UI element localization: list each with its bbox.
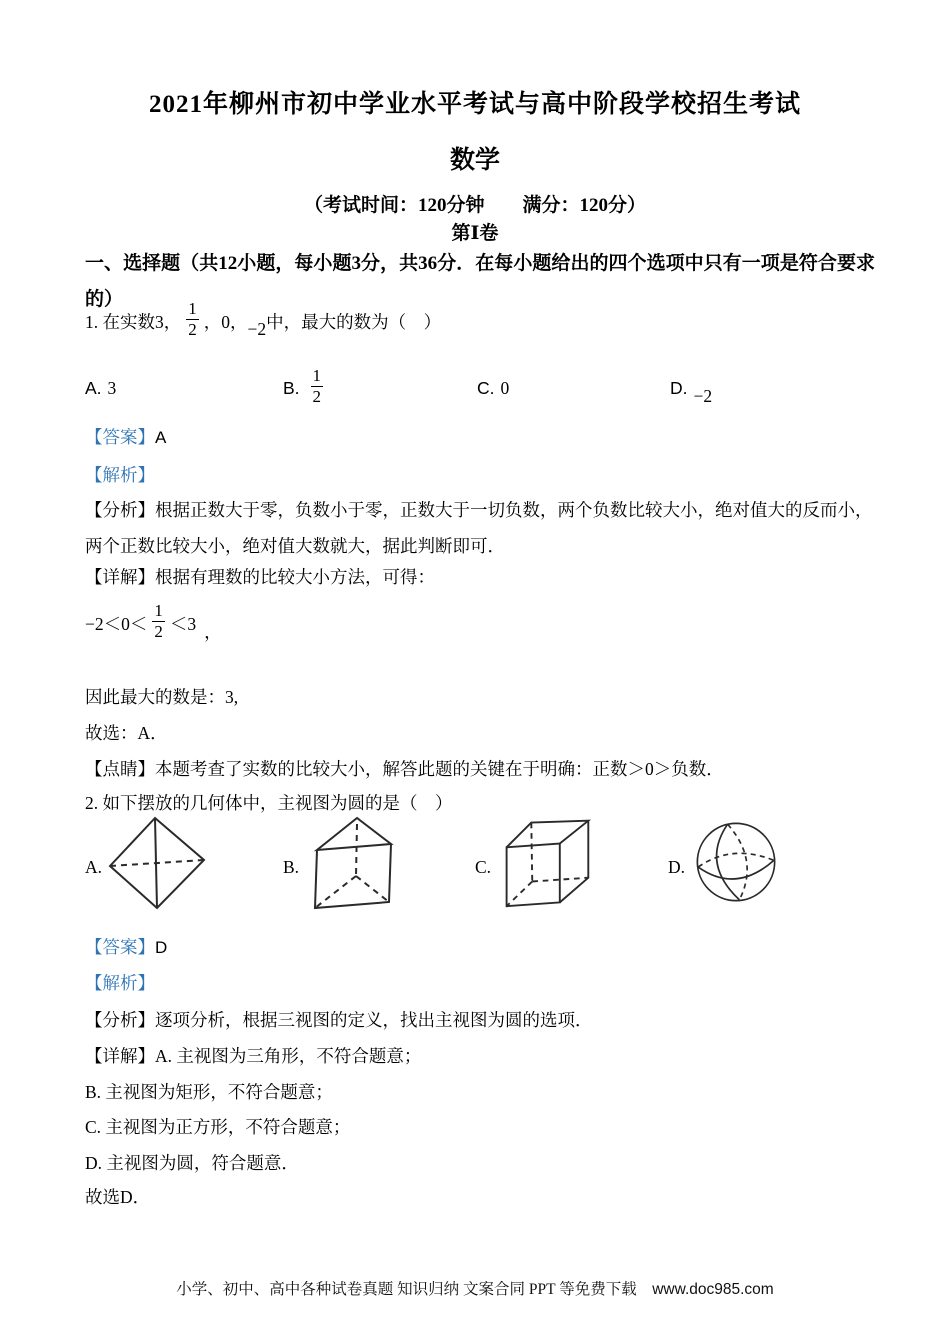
fraction-denominator: 2 [312,386,322,406]
fraction-denominator: 2 [188,319,197,339]
q1-jiexi-tag: 【解析】 [85,465,155,485]
question-1-stem [85,298,875,344]
figure-c-label: C. [475,857,492,877]
q1-stem-mid: ，0， [203,311,248,332]
question-2-stem: 2. 如下摆放的几何体中，主视图为圆的是（ ） [85,793,453,813]
question-1-options [85,358,875,418]
dianjing-tag: 【点睛】 [85,759,155,779]
q2-choose-line: 故选D． [85,1187,151,1207]
figure-a-label: A. [85,857,103,877]
q1-stem-neg2: −2 [247,318,267,339]
q1-xiangjie-text: 根据有理数的比较大小方法，可得： [155,567,435,587]
fraction-numerator: 1 [154,600,163,620]
figure-d-label: D. [668,857,686,877]
figure-option-a[interactable] [85,812,275,932]
footer-text: 小学、初中、高中各种试卷真题 知识归纳 文案合同 PPT 等免费下载 [176,1281,637,1298]
q2-detail-line-c: C. 主视图为正方形，不符合题意； [85,1117,351,1137]
option-b-label: B. [283,377,300,398]
figure-option-b[interactable] [283,812,473,932]
option-a-value: 3 [107,377,117,398]
option-a[interactable] [85,358,116,418]
cube-icon [499,815,594,910]
fraction-numerator: 1 [312,365,322,385]
option-a-label: A. [85,377,102,398]
q1-xiangjie-line [85,564,875,590]
q1-fenxi-text: 根据正数大于零，负数小于零，正数大于一切负数，两个负数比较大小，绝对值大的反而小，两个正数比较大小，绝对值大数就大，据此判断即可． [85,500,873,556]
exam-info: （考试时间：120分钟 满分：120分） [303,195,646,216]
xiangjie-tag: 【详解】 [85,1046,155,1066]
tetrahedron-icon [107,814,207,912]
option-d-label: D. [670,377,688,398]
q1-fenxi-paragraph [85,492,875,564]
q2-answer-value: D [155,938,168,957]
option-c-label: C. [477,377,495,398]
option-c[interactable] [477,358,509,418]
triangular-prism-icon [307,812,399,918]
formula-fraction [152,601,165,641]
subject-title: 数学 [449,147,500,174]
q1-stem-suffix: 中，最大的数为（ ） [266,311,442,332]
figure-option-c[interactable] [475,812,665,932]
option-b[interactable] [283,358,328,418]
q2-fenxi-text: 逐项分析，根据三视图的定义，找出主视图为圆的选项． [155,1010,593,1030]
q1-stem-fraction [186,299,199,339]
option-c-value: 0 [500,377,510,398]
option-d[interactable] [670,358,712,418]
page-title: 2021年柳州市初中学业水平考试与高中阶段学校招生考试 [148,91,801,118]
question-2-figures [85,812,875,937]
formula-post: ＜3 [169,613,197,634]
q1-answer-value: A [155,428,167,447]
formula-pre: −2＜0＜ [85,613,148,634]
q1-dianjing-line [85,756,875,782]
fraction-numerator: 1 [188,298,197,318]
q2-fenxi-line [85,1007,875,1033]
volume-heading: 第Ⅰ卷 [451,223,499,244]
q1-dianjing-text: 本题考查了实数的比较大小，解答此题的关键在于明确：正数＞0＞负数． [155,759,724,779]
figure-option-d[interactable] [668,812,858,932]
q2-detail-a-text: A. 主视图为三角形，不符合题意； [155,1046,422,1066]
page-footer [0,1277,950,1299]
fenxi-tag: 【分析】 [85,500,155,520]
fenxi-tag: 【分析】 [85,1010,155,1030]
option-d-value: −2 [693,385,713,406]
q1-conclusion-line: 因此最大的数是：3, [85,687,239,707]
xiangjie-tag: 【详解】 [85,567,155,587]
footer-url-link[interactable]: www.doc985.com [652,1281,774,1298]
option-b-fraction [311,366,324,406]
figure-b-label: B. [283,857,300,877]
q2-detail-line-d: D. 主视图为圆，符合题意． [85,1153,299,1173]
answer-tag: 【答案】 [85,427,155,447]
q1-choose-line: 故选：A． [85,723,168,743]
sphere-icon [694,820,778,904]
q2-detail-line-a [85,1043,875,1069]
q1-stem-prefix: 1. 在实数3， [85,311,182,332]
answer-tag: 【答案】 [85,937,155,957]
fraction-denominator: 2 [154,621,163,641]
q2-jiexi-tag: 【解析】 [85,973,155,993]
q2-detail-line-b: B. 主视图为矩形，不符合题意； [85,1082,333,1102]
q1-comparison-formula [85,598,875,648]
section-heading: 一、选择题（共12小题，每小题3分，共36分．在每小题给出的四个选项中只有一项是符合要求的） [85,253,875,310]
q1-answer-line [85,424,875,451]
formula-comma: ， [204,621,222,642]
q2-answer-line [85,934,875,961]
